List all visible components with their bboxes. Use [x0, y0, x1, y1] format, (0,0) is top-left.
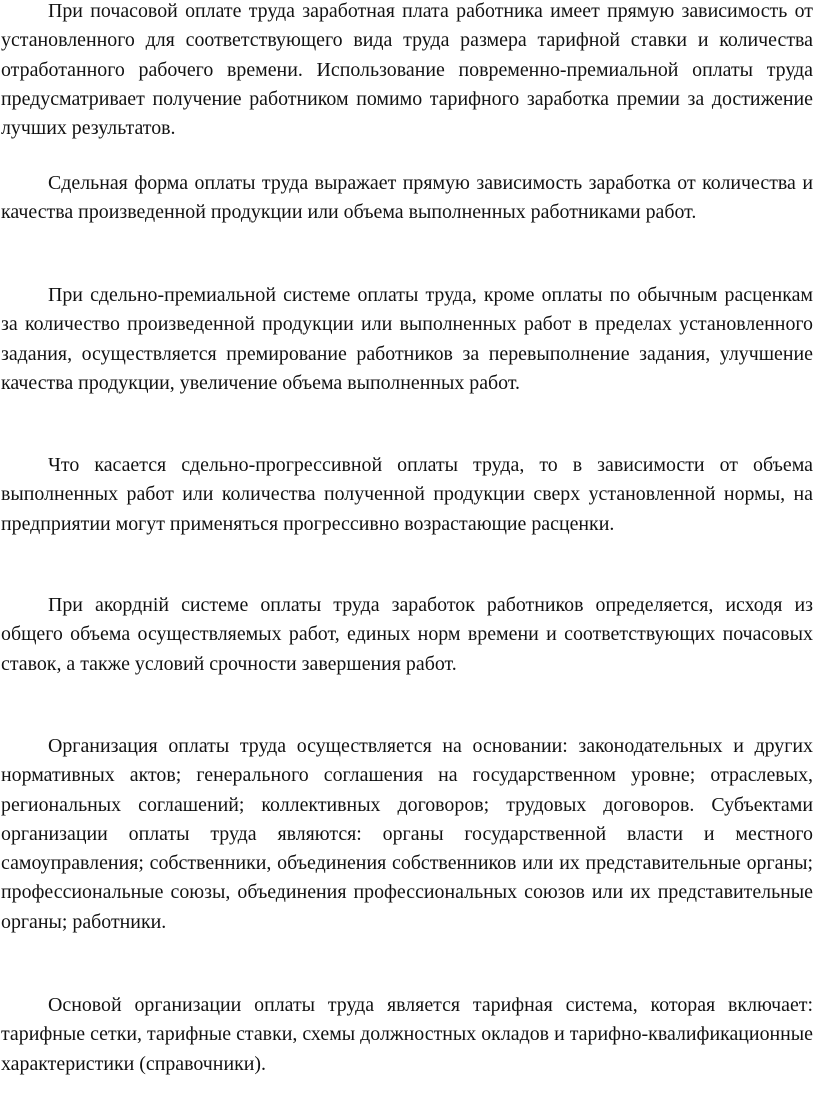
- paragraph-piecework-progressive: Что касается сдельно-прогрессивной оплаты труда, то в зависимости от объема выполненных работ или количества полученной продукции сверх установленной нормы, на предприятии могут применяться прогрессивно возрастающие расценки.: [1, 454, 813, 535]
- paragraph-hourly-pay: При почасовой оплате труда заработная плата работника имеет прямую зависимость от установленного для соответствующего вида труда размера тарифной ставки и количества отработанного рабочего времени. Использование повременно-премиальной оплаты труда предусматривает получение работником помимо тарифного заработка премии за достижение лучших результатов.: [1, 0, 813, 140]
- paragraph-tariff-system: Основой организации оплаты труда является тарифная система, которая включает: тарифные сетки, тарифные ставки, схемы должностных окладов и тарифно-квалификационные характеристики (справочники).: [1, 994, 813, 1075]
- paragraph-piecework-pay: Сдельная форма оплаты труда выражает прямую зависимость заработка от количества и качества произведенной продукции или объема выполненных работниками работ.: [1, 172, 813, 224]
- paragraph-organization-of-pay: Организация оплаты труда осуществляется на основании: законодательных и других нормативных актов; генерального соглашения на государственном уровне; отраслевых, региональных соглашений; коллективных договоров; трудовых договоров. Субъектами организации оплаты труда являются: органы государственной власти и местного самоуправления; собственники, объединения собственников или их представительные органы; профессиональные союзы, объединения профессиональных союзов или их представительные органы; работники.: [1, 735, 813, 933]
- paragraph-chord-system: При акордній системе оплаты труда заработок работников определяется, исходя из общего объема осуществляемых работ, единых норм времени и соответствующих почасовых ставок, а также условий срочности завершения работ.: [1, 594, 813, 675]
- paragraph-piecework-bonus: При сдельно-премиальной системе оплаты труда, кроме оплаты по обычным расценкам за количество произведенной продукции или выполненных работ в пределах установленного задания, осуществляется премирование работников за перевыполнение задания, улучшение качества продукции, увеличение объема выполненных работ.: [1, 284, 813, 394]
